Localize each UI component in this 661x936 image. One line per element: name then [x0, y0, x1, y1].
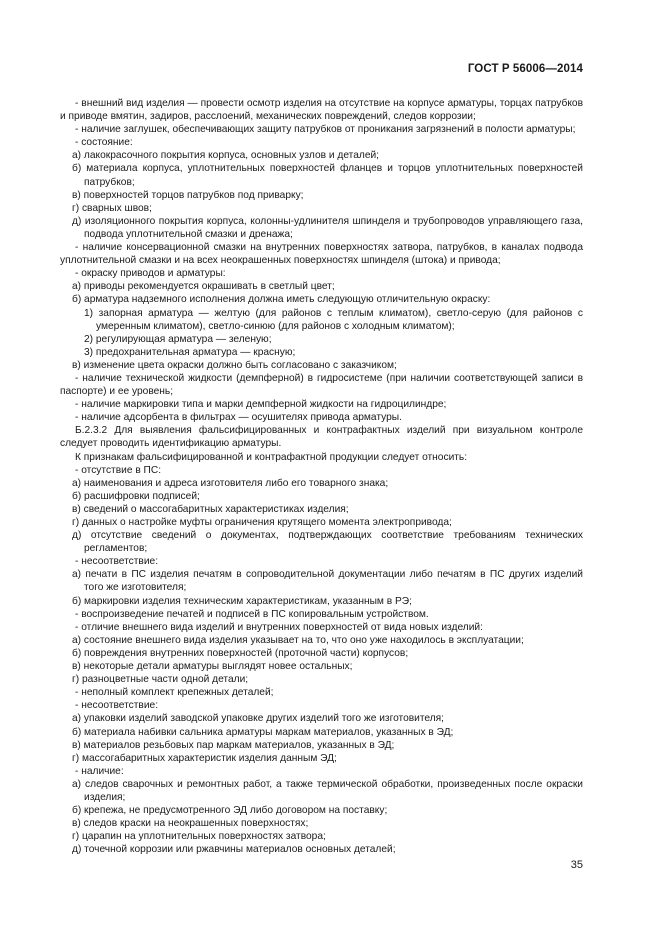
- document-standard-id: ГОСТ Р 56006—2014: [467, 63, 583, 75]
- text-paragraph: д) отсутствие сведений о документах, подтверждающих соответствие требованиям технических регламентов;: [72, 530, 583, 555]
- text-paragraph: б) повреждения внутренних поверхностей (проточной части) корпусов;: [72, 647, 409, 659]
- text-paragraph: 3) предохранительная арматура — красную;: [84, 346, 296, 358]
- text-paragraph: д) изоляционного покрытия корпуса, колонны-удлинителя шпинделя и трубопроводов управляющего газа, подвода уплотнительной смазки и дренажа;: [72, 215, 583, 240]
- text-paragraph: - наличие технической жидкости (демпферной) в гидросистеме (при наличии соответствующей записи в паспорте) и ее уровень;: [60, 372, 583, 398]
- text-paragraph: г) данных о настройке муфты ограничения крутящего момента электропривода;: [72, 517, 452, 528]
- text-paragraph: - внешний вид изделия — провести осмотр изделия на отсутствие на корпусе арматуры, торцах патрубков и приводе вмятин, задиров, расслоений, механических повреждений, следов коррозии;: [60, 98, 583, 123]
- text-paragraph: - отсутствие в ПС:: [75, 464, 162, 476]
- text-paragraph: - отличие внешнего вида изделий и внутренних поверхностей от вида новых изделий:: [75, 621, 483, 633]
- text-paragraph: б) материала набивки сальника арматуры маркам материалов, указанных в ЭД;: [72, 726, 454, 738]
- text-paragraph: г) царапин на уплотнительных поверхностях затвора;: [72, 831, 326, 843]
- text-paragraph: г) сварных швов;: [72, 202, 152, 214]
- text-paragraph: - несоответствие:: [75, 556, 159, 568]
- text-paragraph: - несоответствие:: [75, 700, 159, 712]
- text-paragraph: б) арматура надземного исполнения должна иметь следующую отличительную окраску:: [72, 294, 491, 306]
- text-paragraph: а) печати в ПС изделия печатям в сопроводительной документации либо печатям в ПС других изделий того же изготовителя;: [72, 569, 583, 594]
- text-paragraph: - наличие адсорбента в фильтрах — осушителях привода арматуры.: [75, 412, 402, 424]
- document-body: [60, 97, 583, 856]
- text-paragraph: - наличие маркировки типа и марки демпферной жидкости на гидроцилиндре;: [75, 399, 447, 411]
- text-paragraph: 2) регулирующая арматура — зеленую;: [84, 333, 272, 345]
- text-paragraph: - воспроизведение печатей и подписей в ПС копировальным устройством.: [75, 608, 429, 620]
- text-paragraph: б) крепежа, не предусмотренного ЭД либо договором на поставку;: [72, 805, 388, 817]
- text-paragraph: в) материалов резьбовых пар маркам материалов, указанных в ЭД;: [72, 739, 395, 751]
- page-number: 35: [570, 859, 583, 871]
- text-paragraph: в) поверхностей торцов патрубков под приварку;: [72, 189, 304, 201]
- text-paragraph: - наличие консервационной смазки на внутренних поверхностях затвора, патрубков, в каналах подвода уплотнительной смазки и на всех неокрашенных поверхностях шпинделя (штока) и привода;: [60, 242, 583, 267]
- text-paragraph: - наличие:: [75, 765, 124, 777]
- text-paragraph: г) массогабаритных характеристик изделия данным ЭД;: [72, 752, 337, 764]
- text-paragraph: б) маркировки изделия техническим характеристикам, указанным в РЭ;: [72, 595, 412, 607]
- text-paragraph: в) некоторые детали арматуры выглядят новее остальных;: [72, 661, 353, 673]
- text-paragraph: а) лакокрасочного покрытия корпуса, основных узлов и деталей;: [72, 150, 380, 162]
- text-paragraph: б) расшифровки подписей;: [72, 490, 200, 502]
- text-paragraph: - состояние:: [75, 137, 133, 149]
- text-paragraph: б) материала корпуса, уплотнительных поверхностей фланцев и торцов уплотнительных поверхностей патрубков;: [72, 163, 583, 188]
- text-paragraph: а) состояние внешнего вида изделия указывает на то, что оно уже находилось в эксплуатации;: [72, 634, 524, 646]
- text-paragraph: - неполный комплект крепежных деталей;: [75, 687, 274, 699]
- text-paragraph: - наличие заглушек, обеспечивающих защиту патрубков от проникания загрязнений в полости арматуры;: [75, 124, 576, 136]
- text-paragraph: г) разноцветные части одной детали;: [72, 674, 249, 686]
- text-paragraph: в) изменение цвета окраски должно быть согласовано с заказчиком;: [72, 359, 397, 371]
- text-paragraph: 1) запорная арматура — желтую (для районов с теплым климатом), светло-серую (для районов с умеренным климатом), светло-синюю (для районов с холодным климатом);: [84, 307, 583, 332]
- text-paragraph: д) точечной коррозии или ржавчины материалов основных деталей;: [72, 844, 396, 856]
- text-paragraph: в) следов краски на неокрашенных поверхностях;: [72, 818, 309, 830]
- text-paragraph: а) приводы рекомендуется окрашивать в светлый цвет;: [72, 281, 335, 293]
- text-paragraph: Б.2.3.2 Для выявления фальсифицированных и контрафактных изделий при визуальном контроле следует проводить идентификацию арматуры.: [60, 425, 583, 450]
- text-paragraph: а) наименования и адреса изготовителя либо его товарного знака;: [72, 477, 389, 489]
- text-paragraph: - окраску приводов и арматуры:: [75, 268, 226, 280]
- text-paragraph: в) сведений о массогабаритных характеристиках изделия;: [72, 503, 349, 515]
- text-paragraph: К признакам фальсифицированной и контрафактной продукции следует относить:: [75, 451, 468, 463]
- text-paragraph: а) следов сварочных и ремонтных работ, а также термической обработки, произведенных после окраски изделия;: [72, 778, 583, 803]
- text-paragraph: а) упаковки изделий заводской упаковке других изделий того же изготовителя;: [72, 713, 445, 725]
